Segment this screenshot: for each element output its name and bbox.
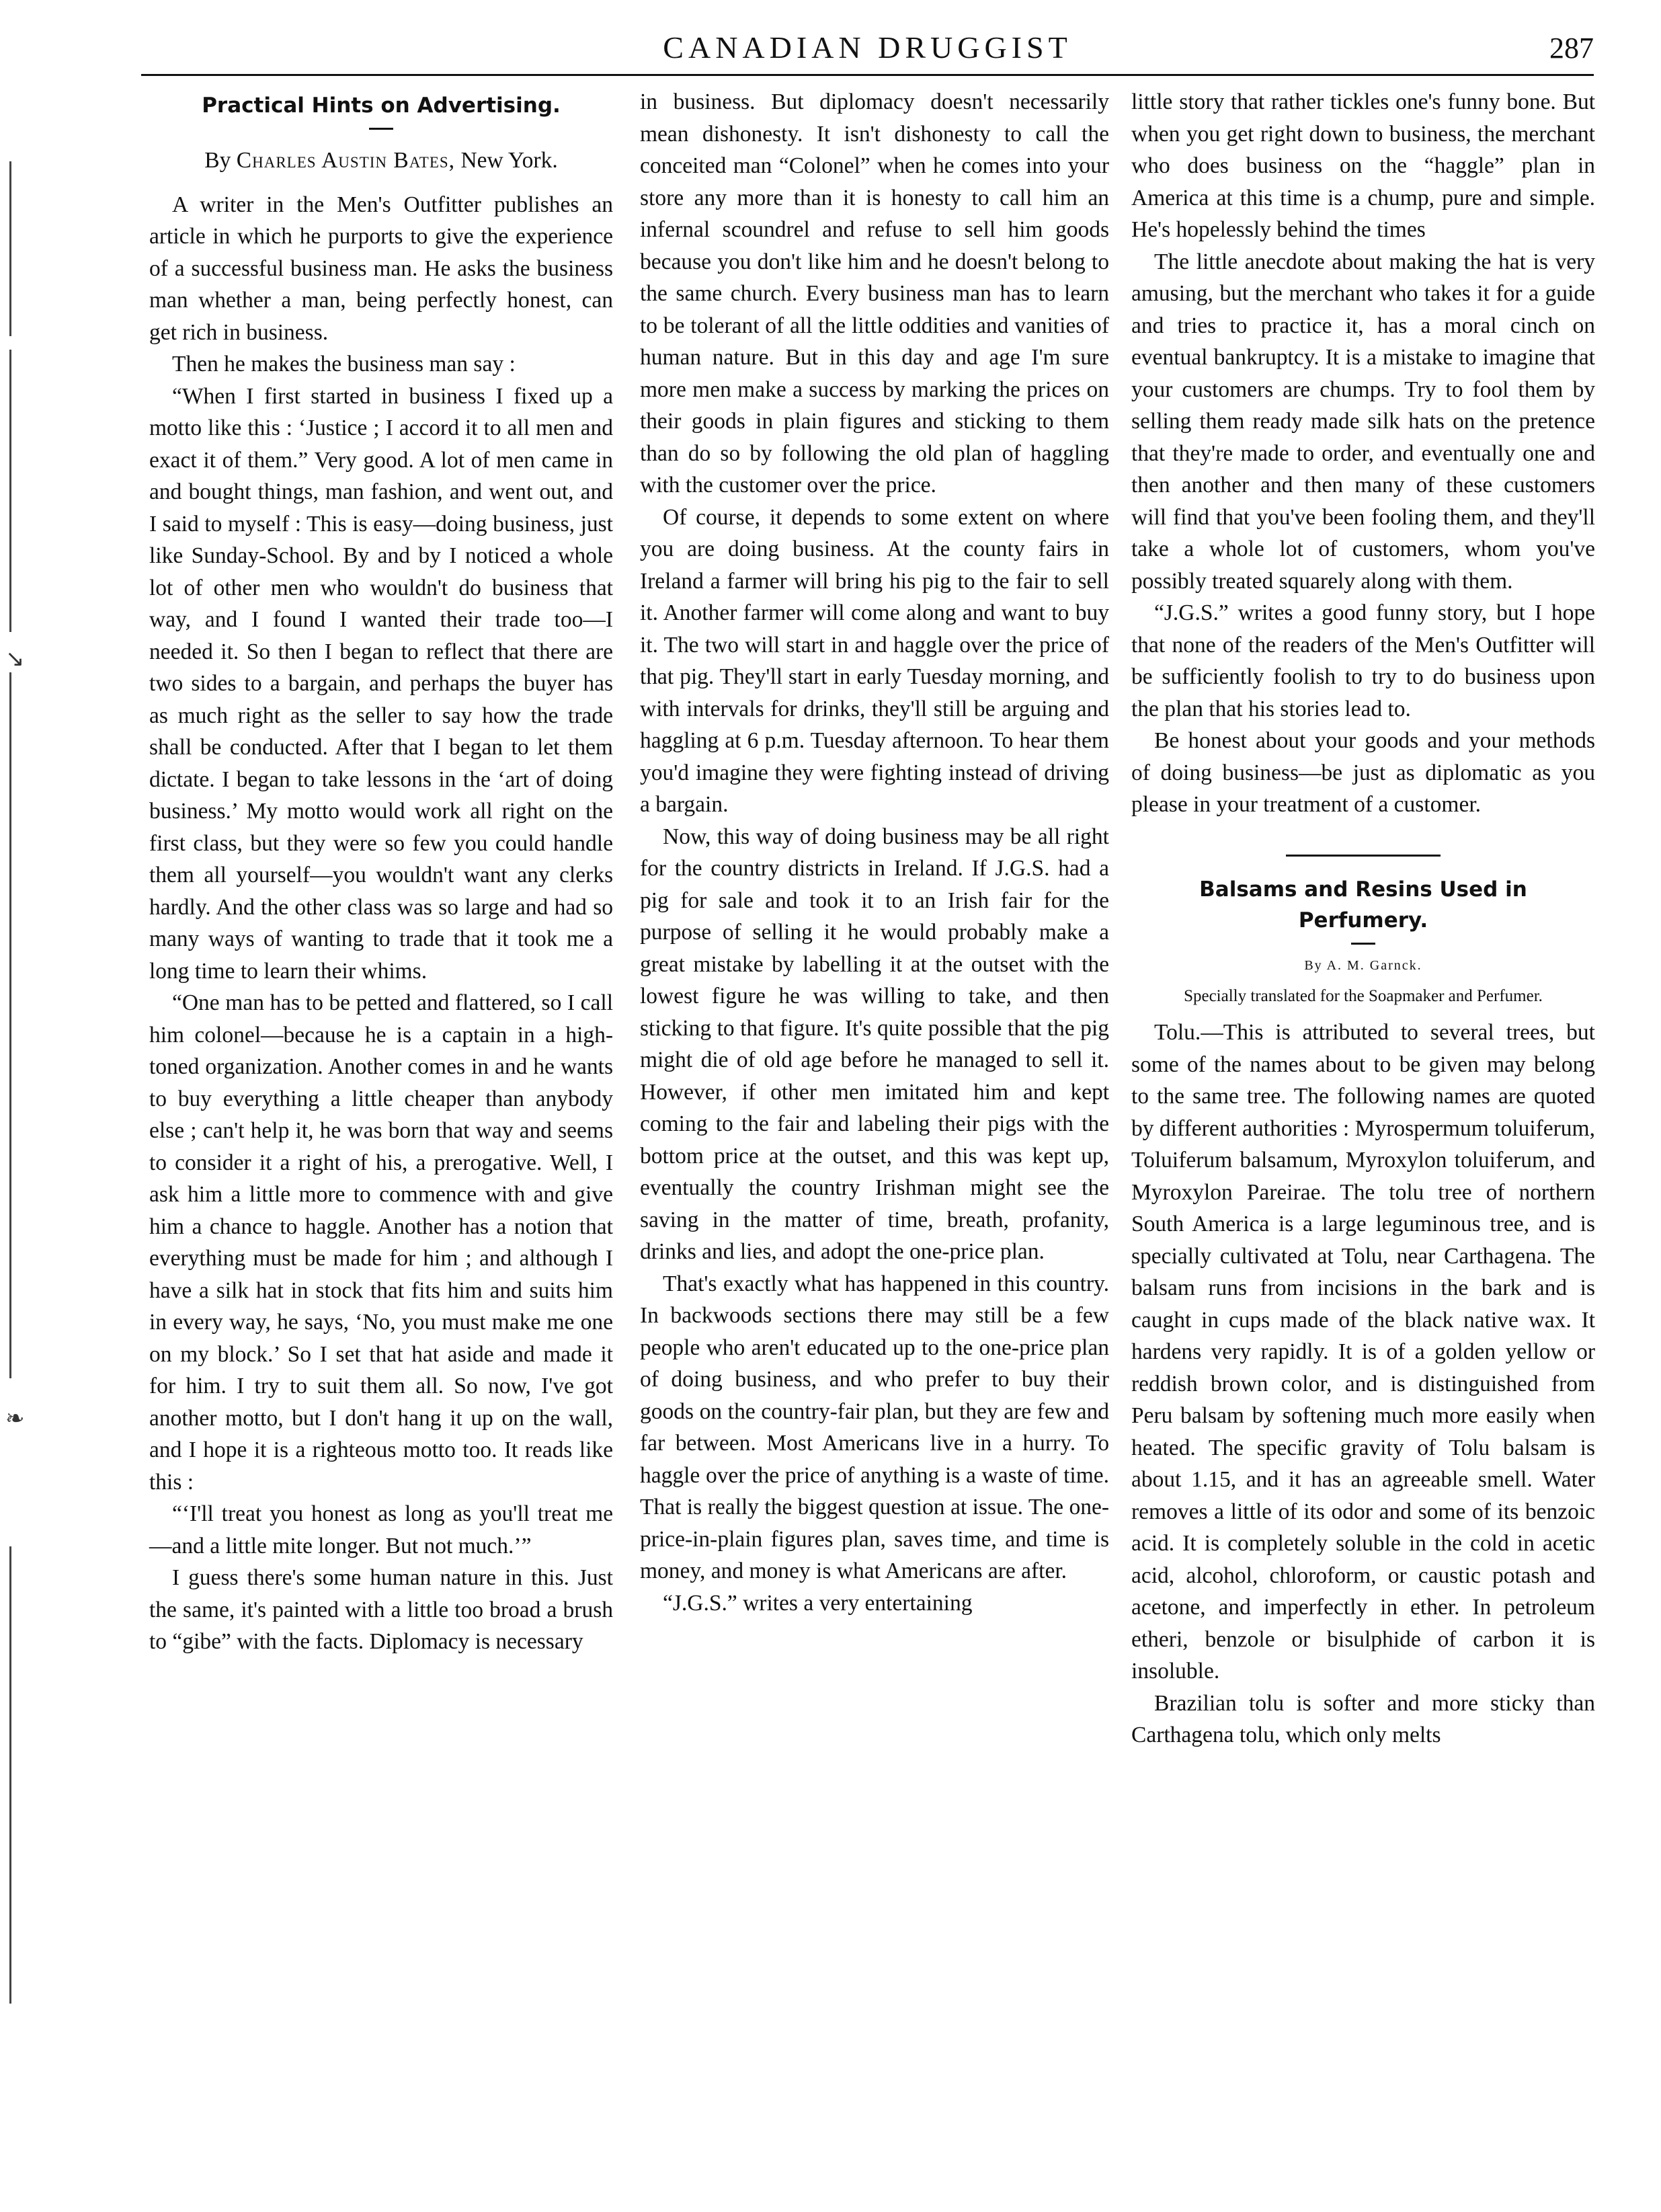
article-byline [149, 145, 613, 177]
scan-margin-mark: ❧ [5, 1405, 25, 1432]
translation-note: Specially translated for the Soapmaker and Perfumer. [1184, 987, 1543, 1005]
title-rule [369, 128, 393, 130]
article-title: Practical Hints on Advertising. [202, 93, 561, 118]
column-1 [149, 86, 613, 1658]
paragraph: Now, this way of doing business may be all right for the country districts in Ireland. If J.G.S. had a pig for sale and took it to an Irish fair for the purpose of selling it he would probably make a great mistake by labelling it at the outset with the lowest figure he was willing to take, and then sticking to that figure. It's quite possible that the pig might die of old age before he managed to sell it. However, if other men imitated him and kept coming to the fair and labeling their pigs with the bottom price at the outset, and this was kept up, eventually the country Irishman might see the saving in the matter of time, breath, profanity, drinks and lies, and adopt the one-price plan. [640, 824, 1109, 1264]
scan-margin-line [9, 161, 11, 336]
section-divider [1286, 855, 1441, 857]
page-number: 287 [1549, 32, 1594, 65]
paragraph: Of course, it depends to some extent on where you are doing business. At the county fairs in Ireland a farmer will bring his pig to the fair to sell it. Another farmer will come along and want to buy it. The two will start in and haggle over the price of that pig. They'll start in early Tuesday morning, and with intervals for drinks, they'll still be arguing and haggling at 6 p.m. Tuesday afternoon. To hear them you'd imagine they were fighting instead of driving a bargain. [640, 504, 1109, 817]
paragraph: “One man has to be petted and flattered, so I call him colonel—because he is a captain in a high-toned organization. Another comes in and he wants to buy everything a little cheaper than anybody else ; can't help it, he was born that way and seems to consider it a right of his, a prerogative. Well, I ask him a little more to commence with and give him a chance to haggle. Another has a notion that everything must be made for him ; and although I have a silk hat in stock that fits him and suits him in every way, he says, ‘No, you must make me one on my block.’ So I set that hat aside and made it for him. I try to suit them all. So now, I've got another motto, but I don't hang it up on the wall, and I hope it is a righteous motto too. It reads like this : [149, 990, 613, 1495]
paragraph: “When I first started in business I fixed up a motto like this : ‘Justice ; I accord it to all men and exact it of them.” Very good. A lot of men came in and bought things, man fashion, and went out, and I said to myself : This is easy—doing business, just like Sunday-School. By and by I noticed a whole lot of other men who wouldn't do business that way, and I found I wanted their trade too—I needed it. So then I began to reflect that there are two sides to a bargain, and perhaps the buyer has as much right as the seller to say how the trade shall be conducted. After that I began to let them dictate. I began to take lessons in the ‘art of doing business.’ My motto would work all right on the first class, but they were so few you could handle them all yourself—you wouldn't want any clerks hardly. And the other class was so large and had so many ways of wanting to trade that it took me a long time to learn their whims. [149, 383, 613, 984]
article-byline: By A. M. Garnck. [1304, 957, 1422, 973]
paragraph: That's exactly what has happened in this country. In backwoods sections there may still be a few people who aren't educated up to the one-price plan of doing business, and who prefer to buy their goods on the country-fair plan, but they are few and far between. Most Americans live in a hurry. To haggle over the price of anything is a waste of time. That is really the biggest question at issue. The one-price-in-plain figures plan, saves time, and time is money, and money is what Americans are after. [640, 1271, 1109, 1583]
paragraph: Then he makes the business man say : [172, 352, 516, 377]
paragraph: Brazilian tolu is softer and more sticky than Carthagena tolu, which only melts [1131, 1690, 1595, 1747]
scan-margin-line [9, 672, 11, 1378]
article-title: Balsams and Resins Used in Perfumery. [1199, 877, 1527, 933]
byline-location: New York. [455, 148, 558, 173]
byline-author: Charles Austin Bates, [236, 148, 456, 173]
paragraph: “J.G.S.” writes a good funny story, but I hope that none of the readers of the Men's Outfitter will be sufficiently foolish to try to do business upon the plan that his stories lead to. [1131, 600, 1595, 721]
paragraph: “J.G.S.” writes a very entertaining [663, 1590, 973, 1616]
paragraph: Tolu.—This is attributed to several trees, but some of the names about to be given may belong to the same tree. The following names are quoted by different authorities : Myrospermum toluiferum, Toluiferum balsamum, Myroxylon toluiferum, and Myroxylon Pareirae. The tolu tree of northern South America is a large leguminous tree, and is specially cultivated at Tolu, near Carthagena. The balsam runs from incisions in the bark and is caught in cups made of the black native wax. It hardens very rapidly. It is of a golden yellow or reddish brown color, and is distinguished from Peru balsam by softening much more easily when heated. The specific gravity of Tolu balsam is about 1.15, and it has an agreeable smell. Water removes a little of its odor and some of its benzoic acid. It is completely soluble in the cold in acetic acid, alcohol, chloroform, or caustic potash and acetone, and imperfectly in ether. In petroleum etheri, benzole or bisulphide of carbon it is insoluble. [1131, 1020, 1595, 1684]
paragraph: A writer in the Men's Outfitter publishes an article in which he purports to give the experience of a successful business man. He asks the business man whether a man, being perfectly honest, can get rich in business. [149, 192, 613, 345]
column-2 [640, 86, 1109, 1619]
journal-title: CANADIAN DRUGGIST [663, 30, 1072, 65]
title-rule [1351, 943, 1375, 945]
paragraph: little story that rather tickles one's funny bone. But when you get right down to business, the merchant who does business on the “haggle” plan in America at this time is a chump, pure and simple. He's hopelessly behind the times [1131, 89, 1595, 242]
scan-margin-mark: ↘ [5, 645, 25, 672]
scan-margin-line [9, 1546, 11, 2004]
byline-prefix: By [204, 148, 237, 173]
page-header [141, 27, 1594, 76]
paragraph: “‘I'll treat you honest as long as you'll treat me—and a little mite longer. But not much.’” [149, 1501, 613, 1558]
paragraph: Be honest about your goods and your methods of doing business—be just as diplomatic as you please in your treatment of a customer. [1131, 728, 1595, 817]
paragraph: in business. But diplomacy doesn't necessarily mean dishonesty. It isn't dishonesty to call the conceited man “Colonel” when he comes into your store any more than it is honesty to call him an infernal scoundrel and refuse to sell him goods because you don't like him and he doesn't belong to the same church. Every business man has to learn to be tolerant of all the little oddities and vanities of human nature. But in this day and age I'm sure more men make a success by marking the prices on their goods in plain figures and sticking to them than do so by following the old plan of haggling with the customer over the price. [640, 89, 1109, 498]
paragraph: I guess there's some human nature in this. Just the same, it's painted with a little too broad a brush to “gibe” with the facts. Diplomacy is necessary [149, 1565, 613, 1654]
paragraph: The little anecdote about making the hat is very amusing, but the merchant who takes it for a guide and tries to practice it, has a moral cinch on eventual bankruptcy. It is a mistake to imagine that your customers are chumps. Try to fool them by selling them ready made silk hats on the pretence that they're made to order, and eventually one and then another and then many of these customers will find that you've been fooling them, and they'll take a whole lot of customers, whom you've possibly treated squarely along with them. [1131, 249, 1595, 594]
column-3 [1131, 86, 1595, 1751]
scan-margin-line [9, 350, 11, 632]
